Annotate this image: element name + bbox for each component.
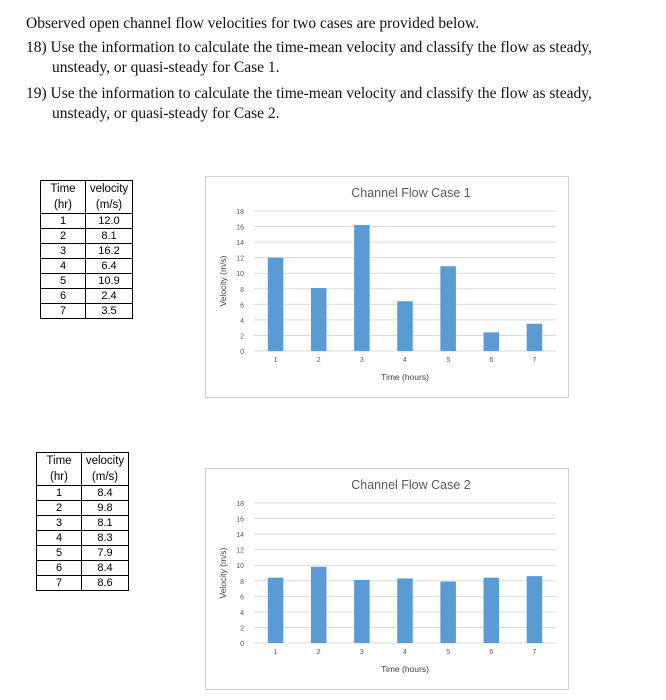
cell-velocity: 16.2 <box>86 244 133 259</box>
cell-time: 7 <box>37 576 82 591</box>
bar <box>397 301 413 351</box>
y-tick-label: 6 <box>240 594 244 602</box>
question-19-line2: unsteady, or quasi-steady for Case 2. <box>52 105 280 122</box>
bar <box>354 225 370 351</box>
table-row <box>41 289 133 304</box>
cell-velocity: 9.8 <box>82 501 129 516</box>
cell-velocity: 7.9 <box>82 546 129 561</box>
y-tick-label: 10 <box>236 563 244 571</box>
question-19-number: 19) <box>26 85 47 102</box>
table-row <box>37 546 129 561</box>
bar <box>527 576 543 643</box>
cell-time: 2 <box>41 229 86 244</box>
bar <box>311 567 327 643</box>
question-18-line1: Use the information to calculate the time-mean velocity and classify the flow as steady, <box>50 39 592 56</box>
x-tick-label: 6 <box>489 649 494 656</box>
cell-time: 1 <box>37 486 82 501</box>
cell-velocity: 8.4 <box>82 486 129 501</box>
bar <box>397 578 413 643</box>
chart-case2 <box>205 468 569 690</box>
x-axis-label: Time (hours) <box>381 664 429 674</box>
cell-velocity: 6.4 <box>86 259 133 274</box>
y-tick-label: 4 <box>240 317 244 325</box>
cell-time: 4 <box>37 531 82 546</box>
cell-velocity: 10.9 <box>86 274 133 289</box>
table-row <box>41 304 133 319</box>
question-19 <box>26 84 656 124</box>
x-tick-label: 5 <box>446 357 451 364</box>
cell-time: 5 <box>37 546 82 561</box>
cell-time: 3 <box>41 244 86 259</box>
table-row <box>41 244 133 259</box>
x-tick-label: 1 <box>273 357 278 364</box>
table-row <box>41 214 133 229</box>
header-velocity: velocity <box>82 453 129 470</box>
header-time-unit: (hr) <box>37 469 82 486</box>
y-axis-label: Velocity (m/s) <box>218 547 228 599</box>
cell-time: 6 <box>41 289 86 304</box>
x-tick-label: 5 <box>446 649 451 656</box>
cell-velocity: 8.1 <box>86 229 133 244</box>
y-tick-label: 4 <box>240 609 244 617</box>
x-tick-label: 4 <box>403 649 407 656</box>
y-tick-label: 16 <box>236 224 244 232</box>
header-velocity: velocity <box>86 181 133 198</box>
y-tick-label: 6 <box>240 302 244 310</box>
header-velocity-unit: (m/s) <box>82 469 129 486</box>
question-18-line2: unsteady, or quasi-steady for Case 1. <box>52 59 280 76</box>
x-tick-label: 1 <box>273 649 278 656</box>
cell-time: 7 <box>41 304 86 319</box>
table-row <box>37 561 129 576</box>
question-18 <box>26 38 656 78</box>
question-19-line1: Use the information to calculate the time-mean velocity and classify the flow as steady, <box>50 85 592 102</box>
x-tick-label: 2 <box>316 649 321 656</box>
chart-case2-svg <box>206 469 568 689</box>
data-table-case1 <box>40 180 133 319</box>
x-tick-label: 7 <box>532 649 537 656</box>
y-tick-label: 14 <box>236 240 244 248</box>
cell-velocity: 3.5 <box>86 304 133 319</box>
y-tick-label: 18 <box>236 209 244 216</box>
bar <box>527 324 543 351</box>
table-row <box>37 501 129 516</box>
x-tick-label: 2 <box>316 357 321 364</box>
table-row <box>37 531 129 546</box>
bar <box>484 578 500 643</box>
bar <box>484 332 500 351</box>
x-tick-label: 6 <box>489 357 494 364</box>
y-tick-label: 2 <box>240 333 244 341</box>
bar <box>440 266 456 351</box>
y-tick-label: 14 <box>236 532 244 540</box>
cell-velocity: 8.3 <box>82 531 129 546</box>
table-row <box>37 576 129 591</box>
data-table-case2 <box>36 452 129 591</box>
y-tick-label: 0 <box>240 641 244 648</box>
cell-time: 1 <box>41 214 86 229</box>
cell-time: 4 <box>41 259 86 274</box>
cell-velocity: 2.4 <box>86 289 133 304</box>
table-row <box>41 259 133 274</box>
header-time-unit: (hr) <box>41 197 86 214</box>
x-tick-label: 4 <box>403 357 407 364</box>
y-tick-label: 0 <box>240 349 244 356</box>
y-tick-label: 2 <box>240 625 244 633</box>
bar <box>268 578 284 643</box>
y-tick-label: 10 <box>236 271 244 279</box>
chart-case1 <box>205 176 569 398</box>
cell-velocity: 8.4 <box>82 561 129 576</box>
x-tick-label: 3 <box>359 649 364 656</box>
x-tick-label: 3 <box>359 357 364 364</box>
y-tick-label: 8 <box>240 286 244 294</box>
table-row <box>41 274 133 289</box>
cell-time: 6 <box>37 561 82 576</box>
y-tick-label: 12 <box>236 255 244 263</box>
cell-time: 5 <box>41 274 86 289</box>
y-tick-label: 8 <box>240 578 244 586</box>
bar <box>440 582 456 643</box>
chart-case1-svg <box>206 177 568 397</box>
y-tick-label: 12 <box>236 547 244 555</box>
table-row <box>37 516 129 531</box>
intro-text: Observed open channel flow velocities for two cases are provided below. <box>26 15 480 32</box>
chart-title: Channel Flow Case 1 <box>351 186 471 200</box>
bar <box>268 258 284 351</box>
chart-title: Channel Flow Case 2 <box>351 478 471 492</box>
y-tick-label: 16 <box>236 516 244 524</box>
table-row <box>37 486 129 501</box>
header-time: Time <box>37 453 82 470</box>
bar <box>354 580 370 643</box>
table-body <box>37 486 129 591</box>
x-axis-label: Time (hours) <box>381 372 429 382</box>
header-velocity-unit: (m/s) <box>86 197 133 214</box>
y-tick-label: 18 <box>236 501 244 508</box>
header-time: Time <box>41 181 86 198</box>
cell-time: 2 <box>37 501 82 516</box>
question-18-number: 18) <box>26 39 47 56</box>
cell-velocity: 8.1 <box>82 516 129 531</box>
table-body <box>41 214 133 319</box>
cell-velocity: 12.0 <box>86 214 133 229</box>
y-axis-label: Velocity (m/s) <box>218 255 228 307</box>
cell-time: 3 <box>37 516 82 531</box>
x-tick-label: 7 <box>532 357 537 364</box>
bar <box>311 288 327 351</box>
table-row <box>41 229 133 244</box>
cell-velocity: 8.6 <box>82 576 129 591</box>
